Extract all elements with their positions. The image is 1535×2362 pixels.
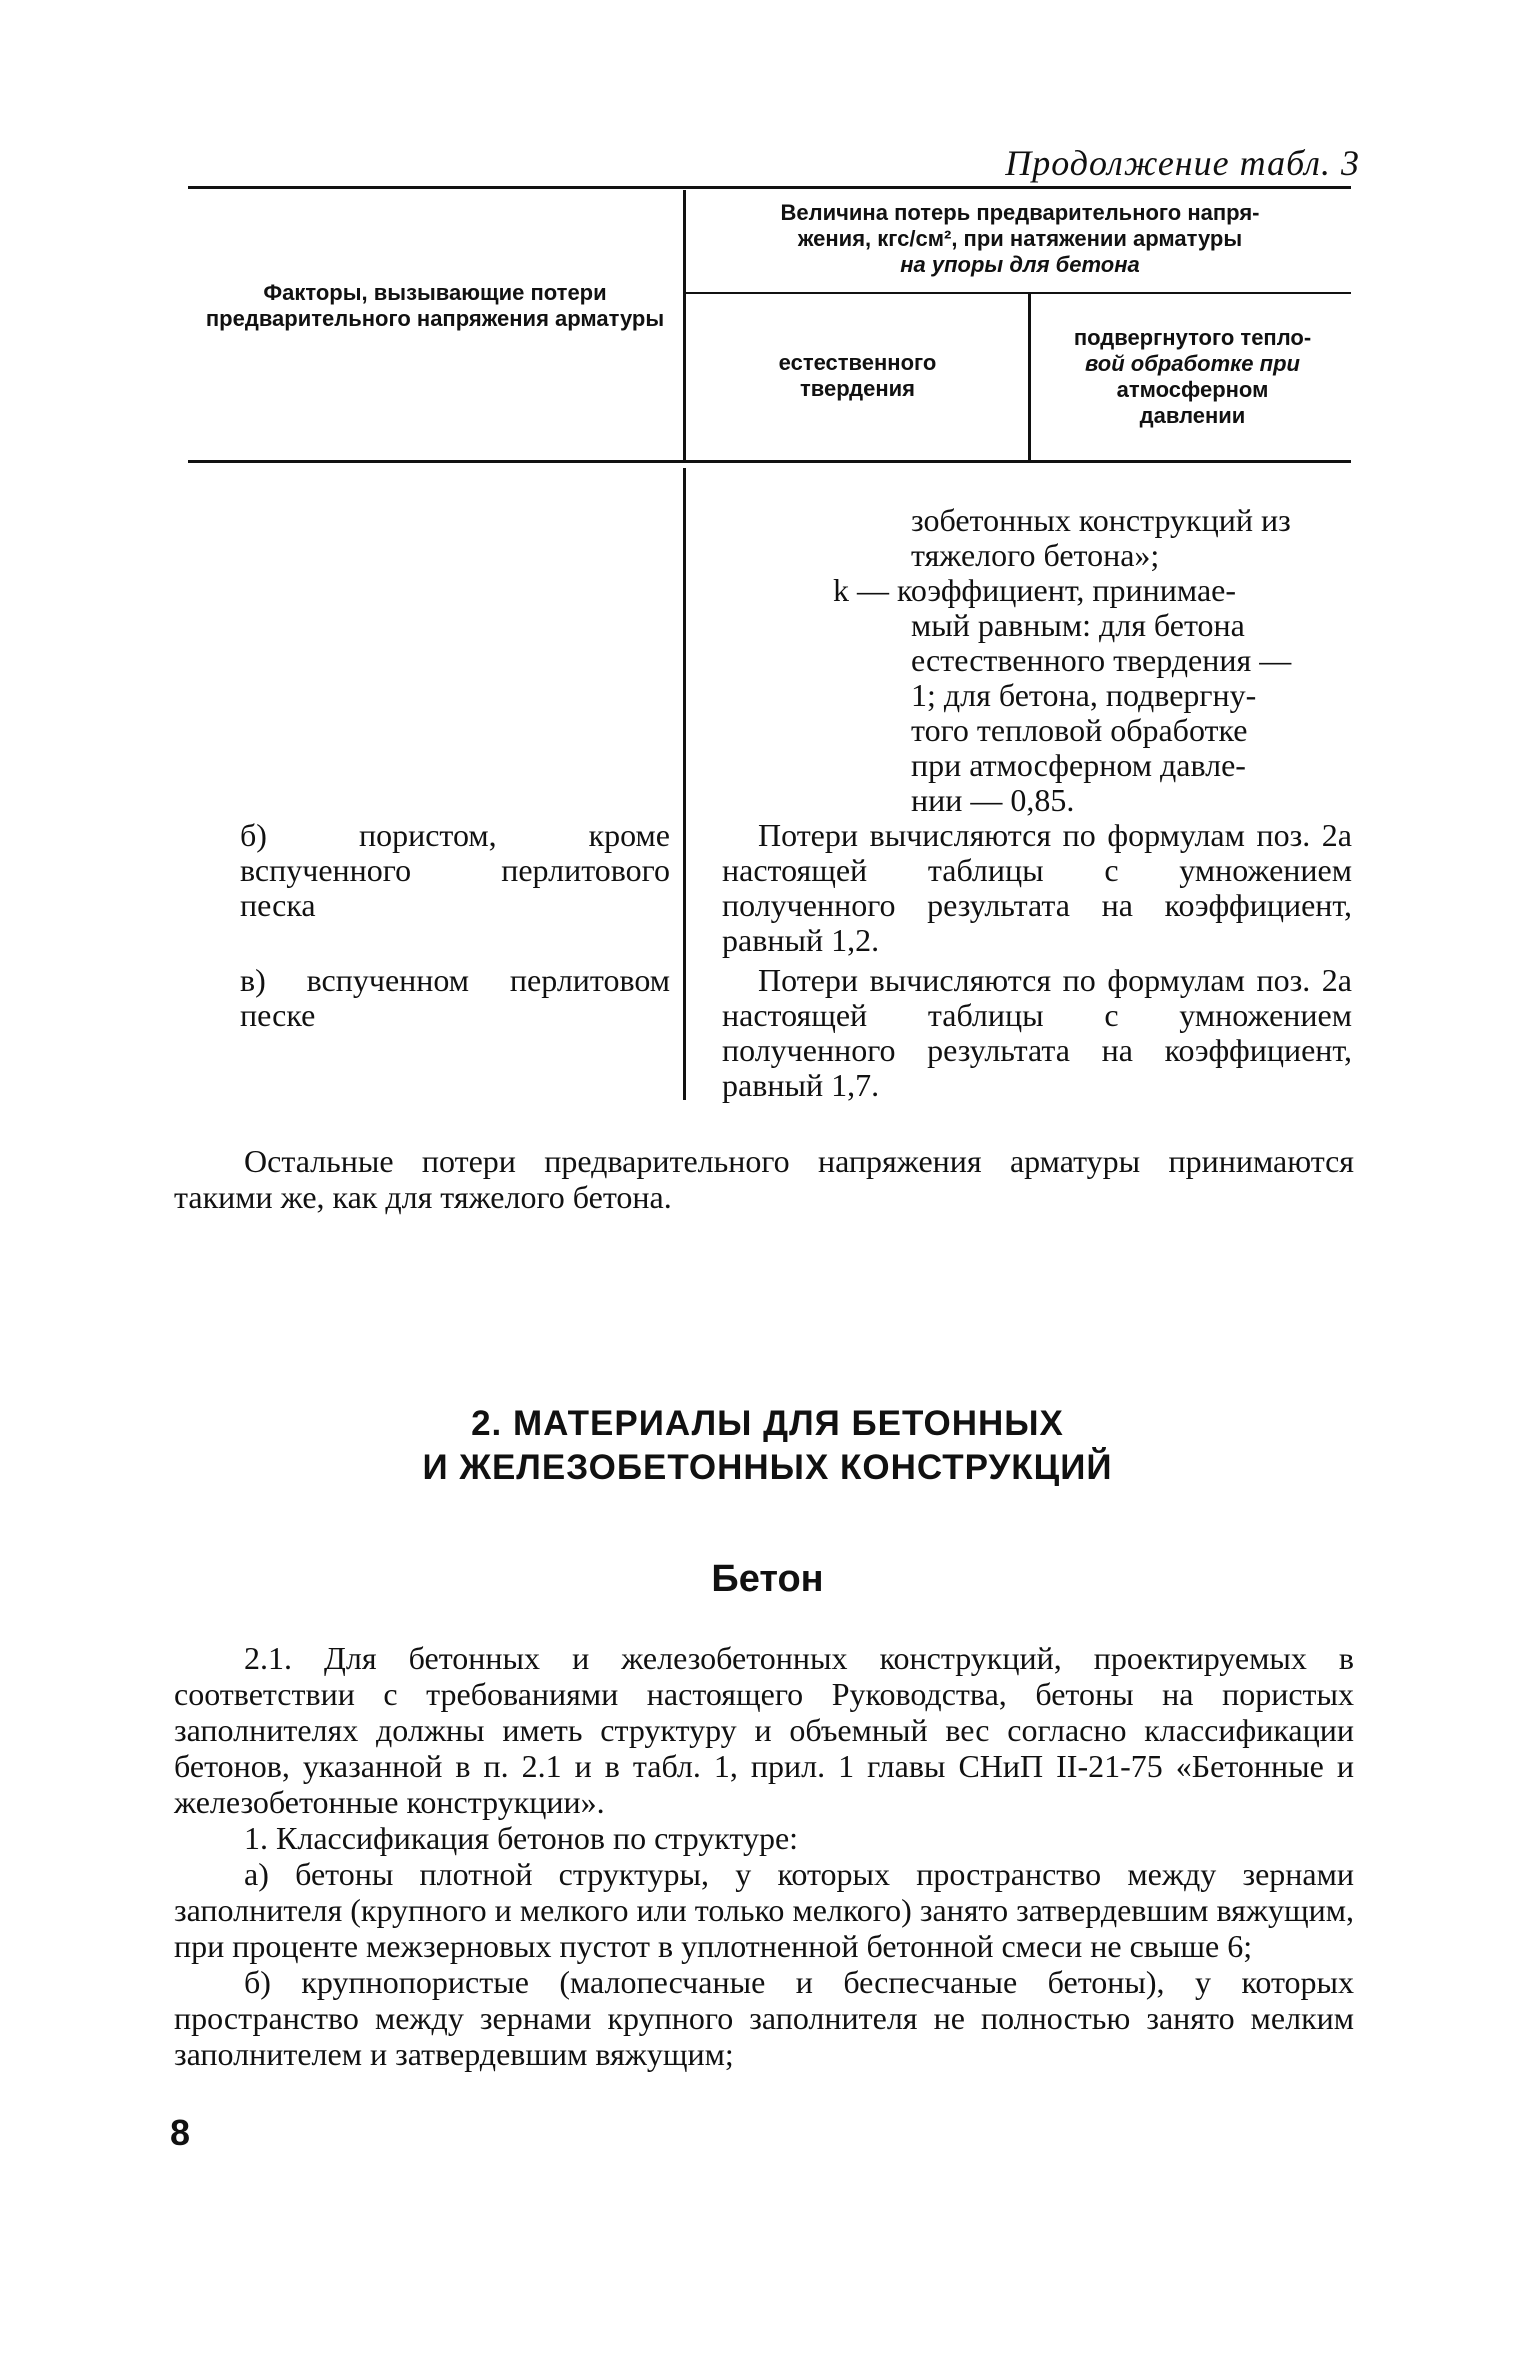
row-b-factor: б) пористом, кроме вспученного перлитового песка (240, 817, 670, 923)
table-note: Остальные потери предварительного напряжения арматуры принимаются такими же, как для тяжелого бетона. (174, 1143, 1354, 1215)
body-paragraphs (174, 1640, 1354, 2072)
table-column-divider-1 (683, 190, 686, 460)
page-number: 8 (170, 2112, 191, 2153)
cont-line: того тепловой обработке (911, 712, 1248, 748)
paragraph: 1. Классификация бетонов по структуре: (244, 1820, 799, 1856)
cont-line: естественного твердения — (911, 642, 1292, 678)
table-body-divider (683, 468, 686, 1100)
table-header-heat-treated: подвергнутого тепло- вой обработке при атмосферном давлении (1073, 325, 1312, 428)
section-title: 2. МАТЕРИАЛЫ ДЛЯ БЕТОННЫХ И ЖЕЛЕЗОБЕТОННЫХ КОНСТРУКЦИЙ (422, 1404, 1113, 1487)
cont-line: k — коэффициент, принимае- (833, 572, 1237, 608)
row-b-value: Потери вычисляются по формулам поз. 2а настоящей таблицы с умножением полученного результата на коэффициент, равный 1,2. (722, 817, 1352, 958)
paragraph: а) бетоны плотной структуры, у которых пространство между зернами заполнителя (крупного и мелкого или только мелкого) занято затвердевшим вяжущим, при проценте межзерновых пустот в уплотненной бетонной смеси не свыше 6; (174, 1856, 1354, 1964)
paragraph: б) крупнопористые (малопесчаные и беспесчаные бетоны), у которых пространство между зернами крупного заполнителя не полностью занято мелким заполнителем и затвердевшим вяжущим; (174, 1964, 1354, 2072)
subsection-title: Бетон (711, 1558, 824, 1600)
row-v-value: Потери вычисляются по формулам поз. 2а настоящей таблицы с умножением полученного результата на коэффициент, равный 1,7. (722, 962, 1352, 1103)
cont-line: 1; для бетона, подвергну- (911, 677, 1257, 713)
cont-line: нии — 0,85. (911, 782, 1075, 818)
table-continuation-caption: Продолжение табл. 3 (1005, 143, 1360, 183)
table-header-loss-value: Величина потерь предварительного напря- жения, кгс/см², при натяжении арматуры на упоры для бетона (780, 200, 1260, 277)
cont-line: мый равным: для бетона (911, 607, 1245, 643)
cont-line: зобетонных конструкций из (911, 502, 1291, 538)
paragraph: 2.1. Для бетонных и железобетонных конструкций, проектируемых в соответствии с требованиями настоящего Руководства, бетоны на пористых заполнителях должны иметь структуру и объемный вес согласно классификации бетонов, указанной в п. 2.1 и в табл. 1, прил. 1 главы СНиП II-21-75 «Бетонные и железобетонные конструкции». (174, 1640, 1354, 1820)
cont-line: при атмосферном давле- (911, 747, 1246, 783)
row-v-factor: в) вспученном перлитовом песке (240, 962, 670, 1033)
table-header-bottom-rule (188, 460, 1351, 463)
table-column-divider-2 (1028, 294, 1031, 460)
table-group-rule (686, 292, 1351, 294)
table-top-rule (188, 186, 1351, 189)
table-header-factors: Факторы, вызывающие потери предварительного напряжения арматуры (205, 280, 665, 331)
table-continued-text (715, 503, 1355, 818)
table-header-natural-curing: естественного твердения (778, 350, 937, 401)
cont-line: тяжелого бетона»; (911, 537, 1160, 573)
